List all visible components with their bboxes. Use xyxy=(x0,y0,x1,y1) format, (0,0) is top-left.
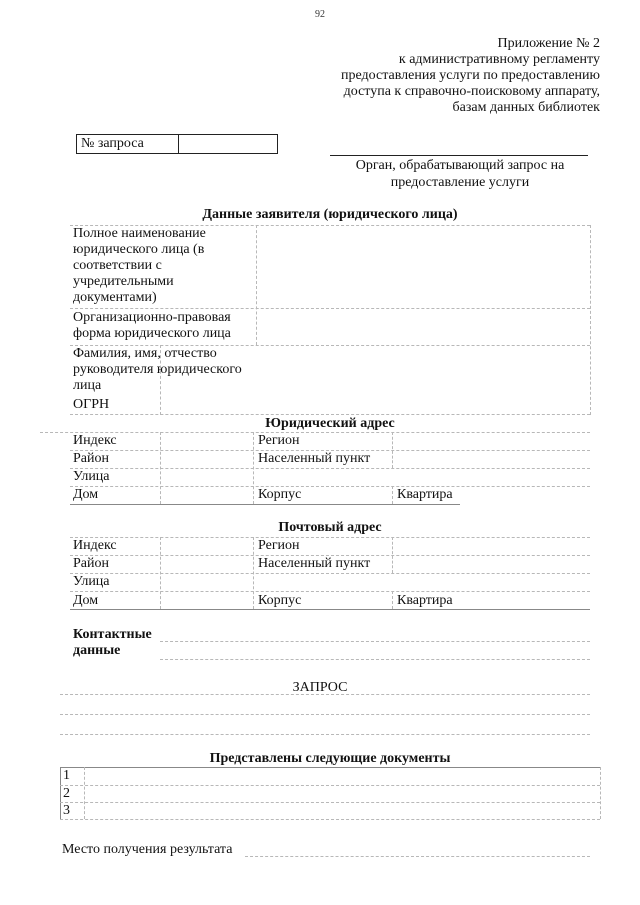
legal-district-label: Район xyxy=(73,451,109,466)
legal-address-title: Юридический адрес xyxy=(265,416,395,431)
table-border xyxy=(60,802,600,803)
director-name-field[interactable] xyxy=(260,346,585,394)
document-number: 3 xyxy=(63,803,70,818)
table-border xyxy=(60,767,61,819)
legal-locality-label: Населенный пункт xyxy=(258,451,371,466)
postal-locality-label: Населенный пункт xyxy=(258,556,371,571)
table-border xyxy=(70,609,590,610)
table-border xyxy=(70,537,590,538)
document-number: 1 xyxy=(63,768,70,783)
postal-apartment-label: Квартира xyxy=(397,593,453,608)
full-name-field[interactable] xyxy=(260,226,585,306)
ogrn-field[interactable] xyxy=(165,397,585,413)
table-border xyxy=(392,486,393,504)
table-border xyxy=(70,468,590,469)
appendix-line: предоставления услуги по предоставлению xyxy=(341,68,600,83)
table-border xyxy=(590,225,591,415)
ogrn-label: ОГРН xyxy=(73,397,110,412)
result-place-field-line[interactable] xyxy=(245,856,590,857)
legal-index-label: Индекс xyxy=(73,433,117,448)
table-border xyxy=(160,345,161,415)
table-border xyxy=(600,767,601,819)
request-field-line[interactable] xyxy=(60,734,590,735)
contact-field-line[interactable] xyxy=(160,659,590,660)
table-border xyxy=(392,591,393,609)
table-border xyxy=(70,591,590,592)
table-border xyxy=(60,785,600,786)
legal-form-field[interactable] xyxy=(260,310,585,342)
postal-region-label: Регион xyxy=(258,538,300,553)
organ-caption: Орган, обрабатывающий запрос на предоставление услуги xyxy=(355,158,565,190)
page-number: 92 xyxy=(315,9,325,20)
legal-region-label: Регион xyxy=(258,433,300,448)
director-name-label: Фамилия, имя, отчество руководителя юридического лица xyxy=(73,346,242,393)
postal-house-label: Дом xyxy=(73,593,99,608)
legal-building-label: Корпус xyxy=(258,487,302,502)
postal-street-label: Улица xyxy=(73,574,110,589)
request-title: ЗАПРОС xyxy=(292,680,348,695)
contact-label: Контактные данные xyxy=(73,627,152,658)
postal-building-label: Корпус xyxy=(258,593,302,608)
full-name-label: Полное наименование юридического лица (в соответствии с учредительными документами) xyxy=(73,226,206,305)
request-number-label: № запроса xyxy=(77,135,179,153)
postal-address-title: Почтовый адрес xyxy=(278,520,382,535)
result-place-label: Место получения результата xyxy=(62,842,233,857)
table-border xyxy=(70,414,590,415)
legal-apartment-label: Квартира xyxy=(397,487,453,502)
appendix-line: к административному регламенту xyxy=(398,52,600,67)
table-border xyxy=(60,767,600,768)
appendix-line: доступа к справочно-поисковому аппарату, xyxy=(343,84,600,99)
request-number-field[interactable] xyxy=(179,135,277,153)
postal-district-label: Район xyxy=(73,556,109,571)
table-border xyxy=(84,767,85,819)
legal-street-label: Улица xyxy=(73,469,110,484)
organ-signature-line xyxy=(330,155,588,156)
contact-field-line[interactable] xyxy=(160,641,590,642)
appendix-line: базам данных библиотек xyxy=(452,100,600,115)
table-border xyxy=(70,486,590,487)
applicant-section-title: Данные заявителя (юридического лица) xyxy=(202,207,458,222)
postal-index-label: Индекс xyxy=(73,538,117,553)
documents-title: Представлены следующие документы xyxy=(209,751,451,766)
request-number-box xyxy=(76,134,278,154)
table-border xyxy=(70,573,590,574)
appendix-header xyxy=(280,36,600,116)
legal-form-label: Организационно-правовая форма юридического лица xyxy=(73,310,231,341)
document-number: 2 xyxy=(63,786,70,801)
table-border xyxy=(60,819,600,820)
table-border xyxy=(70,308,590,309)
appendix-line: Приложение № 2 xyxy=(497,36,600,51)
table-border xyxy=(70,504,460,505)
request-field-line[interactable] xyxy=(60,714,590,715)
request-field-line[interactable] xyxy=(60,694,590,695)
table-border xyxy=(40,432,590,433)
legal-house-label: Дом xyxy=(73,487,99,502)
